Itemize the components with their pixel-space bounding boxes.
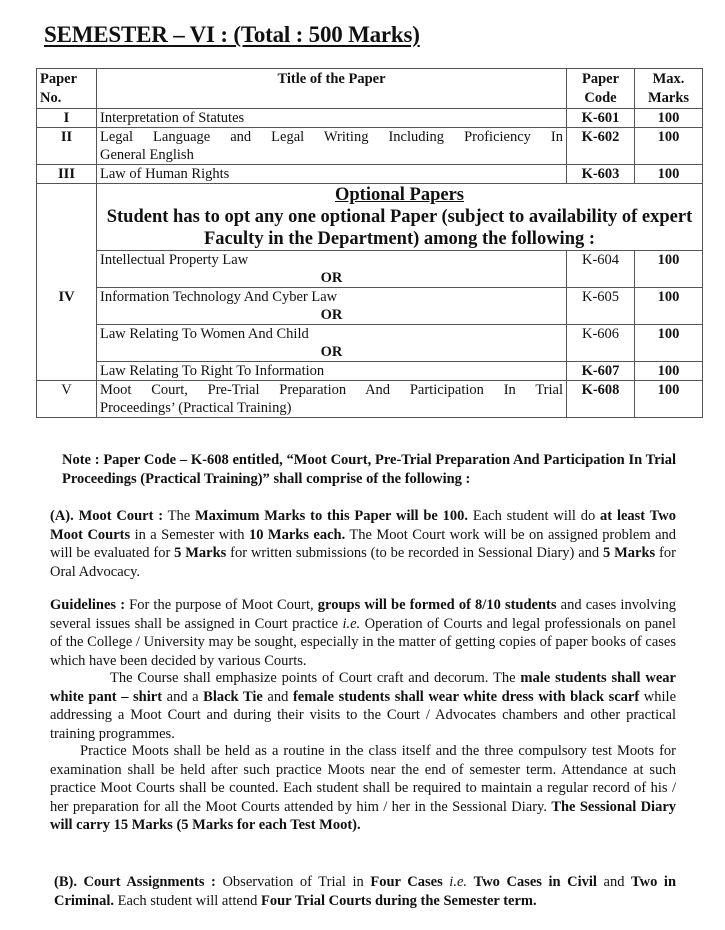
paper-marks: 100 <box>635 109 703 128</box>
paper-title-line: Proceedings’ (Practical Training) <box>100 400 292 416</box>
italic-run: i.e. <box>449 874 468 890</box>
header-code: Paper Code <box>567 69 635 109</box>
bold-run: 10 Marks each. <box>248 526 346 543</box>
paper-title-line: Moot Court, Pre-Trial Preparation And Participation In Trial <box>100 382 563 398</box>
bold-run: Four Trial Courts during the Semester term. <box>261 892 537 909</box>
bold-run: Maximum Marks to this Paper will be 100. <box>195 508 469 524</box>
paper-code: K-608 <box>567 381 635 418</box>
paper-no: III <box>37 165 97 184</box>
note-text: Note : Paper Code – K-608 entitled, “Moot Court, Pre-Trial Preparation And Participation In Trial Proceedings (Practical Training)” <box>62 452 676 487</box>
or-separator: OR <box>320 344 343 360</box>
paper-title: Intellectual Property Law <box>100 252 249 268</box>
or-separator: OR <box>320 307 343 323</box>
text-run: Operation of Courts and legal professionals on panel of the College / University may be sought, especially in the matter of getting copies of paper books of cases which have been decided by various Courts. <box>50 615 676 669</box>
text-run <box>467 874 474 890</box>
paper-code: K-604 <box>567 251 635 288</box>
text-run: Each student will attend <box>114 892 261 909</box>
table-header-row <box>37 69 703 109</box>
paper-marks: 100 <box>635 165 703 184</box>
table-row <box>37 165 703 184</box>
section-b-label: (B). Court Assignments : <box>54 874 216 890</box>
table-row <box>37 128 703 165</box>
papers-table <box>36 68 703 418</box>
page-title: SEMESTER – VI : (Total : 500 Marks) <box>44 22 420 47</box>
text-run: and <box>596 874 632 890</box>
paper-no: V <box>37 381 97 418</box>
paper-code: K-603 <box>567 165 635 184</box>
text-run: The <box>163 508 195 524</box>
text-run: Practice Moots shall be held as a routine in the class itself and the three compulsory test Moots for examination shall be held after such practice Moots near the end of semester term. Attendance at such practice Moot Courts shall be counted. Each student shall be required to maintain a regular record of his / her preparation for all the Moot Courts attended by him / her in the Sessional Diary. <box>50 743 676 815</box>
optional-header-row <box>37 184 703 251</box>
table-row <box>37 109 703 128</box>
paper-title <box>97 381 567 418</box>
dress-code-paragraph <box>50 669 676 743</box>
bold-run: 5 Marks <box>603 545 656 561</box>
section-a-label: (A). Moot Court : <box>50 508 164 524</box>
note-paragraph <box>62 451 676 488</box>
section-b-paragraph <box>54 873 676 910</box>
table-row <box>37 381 703 418</box>
paper-title <box>97 128 567 165</box>
paper-code: K-602 <box>567 128 635 165</box>
paper-marks: 100 <box>635 325 703 362</box>
paper-code: K-601 <box>567 109 635 128</box>
paper-title: Interpretation of Statutes <box>97 109 567 128</box>
bold-run: The Sessional Diary will carry 15 Marks (5 Marks for each Test Moot). <box>50 798 676 833</box>
header-paper-no: Paper No. <box>37 69 97 109</box>
paper-title: Law Relating To Right To Information <box>97 362 567 381</box>
bold-run: Four Cases <box>370 874 443 890</box>
text-run: and a <box>162 688 204 705</box>
table-row <box>37 362 703 381</box>
practice-moots-paragraph <box>50 742 676 835</box>
optional-papers-heading: Optional Papers <box>335 185 464 205</box>
paper-title: Law of Human Rights <box>97 165 567 184</box>
optional-paper-title <box>97 325 567 362</box>
text-run: Each student will do <box>468 508 601 524</box>
paper-marks: 100 <box>635 251 703 288</box>
italic-run: i.e. <box>342 615 361 632</box>
paper-no: I <box>37 109 97 128</box>
text-run: Observation of Trial in <box>215 874 371 890</box>
table-row <box>37 288 703 325</box>
text-run: and cases involving several issues shall be assigned in Court practice <box>50 597 677 632</box>
bold-run: Two in Criminal. <box>54 874 677 909</box>
text-run: The Course shall emphasize points of Court craft and decorum. The <box>110 670 521 686</box>
bold-run: groups will be formed of 8/10 students <box>317 597 557 613</box>
paper-title-line: General English <box>100 147 194 163</box>
bold-run: Two Cases in Civil <box>473 874 597 890</box>
text-run: for Oral Advocacy. <box>50 545 676 580</box>
or-separator: OR <box>320 270 343 286</box>
paper-marks: 100 <box>635 381 703 418</box>
bold-run: 5 Marks <box>174 545 227 561</box>
header-title: Title of the Paper <box>97 69 567 109</box>
optional-paper-title <box>97 251 567 288</box>
paper-code: K-605 <box>567 288 635 325</box>
bold-run: at least Two Moot Courts <box>50 508 676 543</box>
bold-run: female students shall wear white dress with black scarf <box>292 688 640 705</box>
guidelines-paragraph <box>50 596 676 670</box>
table-row <box>37 251 703 288</box>
paper-marks: 100 <box>635 128 703 165</box>
text-run: and <box>262 688 293 705</box>
text-run: while addressing a Moot Court and during their visits to the Court / Advocates chambers and other practical training programmes. <box>50 688 677 742</box>
paper-marks: 100 <box>635 288 703 325</box>
paper-marks: 100 <box>635 362 703 381</box>
paper-code: K-606 <box>567 325 635 362</box>
text-run: for written submissions (to be recorded in Sessional Diary) and <box>226 545 604 561</box>
section-a-paragraph <box>50 507 676 581</box>
paper-code: K-607 <box>567 362 635 381</box>
table-row <box>37 325 703 362</box>
note-text-tail: shall comprise of the following : <box>269 470 471 487</box>
paper-no: II <box>37 128 97 165</box>
header-marks: Max. Marks <box>635 69 703 109</box>
optional-paper-title <box>97 288 567 325</box>
optional-papers-instruction: Student has to opt any one optional Paper (subject to availability of expert Faculty in the Department) among the following : <box>106 207 693 249</box>
text-run: The Moot Court work will be on assigned problem and will be evaluated for <box>50 526 677 561</box>
text-run: For the purpose of Moot Court, <box>125 597 318 613</box>
text-run: in a Semester with <box>130 526 249 543</box>
optional-papers-header <box>97 184 703 251</box>
paper-no: IV <box>37 184 97 381</box>
guidelines-label: Guidelines : <box>50 597 126 613</box>
bold-run: Black Tie <box>203 688 263 705</box>
bold-run: male students shall wear white pant – shirt <box>50 670 676 705</box>
paper-title-line: Legal Language and Legal Writing Including Proficiency In <box>100 129 563 145</box>
paper-title: Information Technology And Cyber Law <box>100 289 338 305</box>
paper-title: Law Relating To Women And Child <box>100 326 309 342</box>
